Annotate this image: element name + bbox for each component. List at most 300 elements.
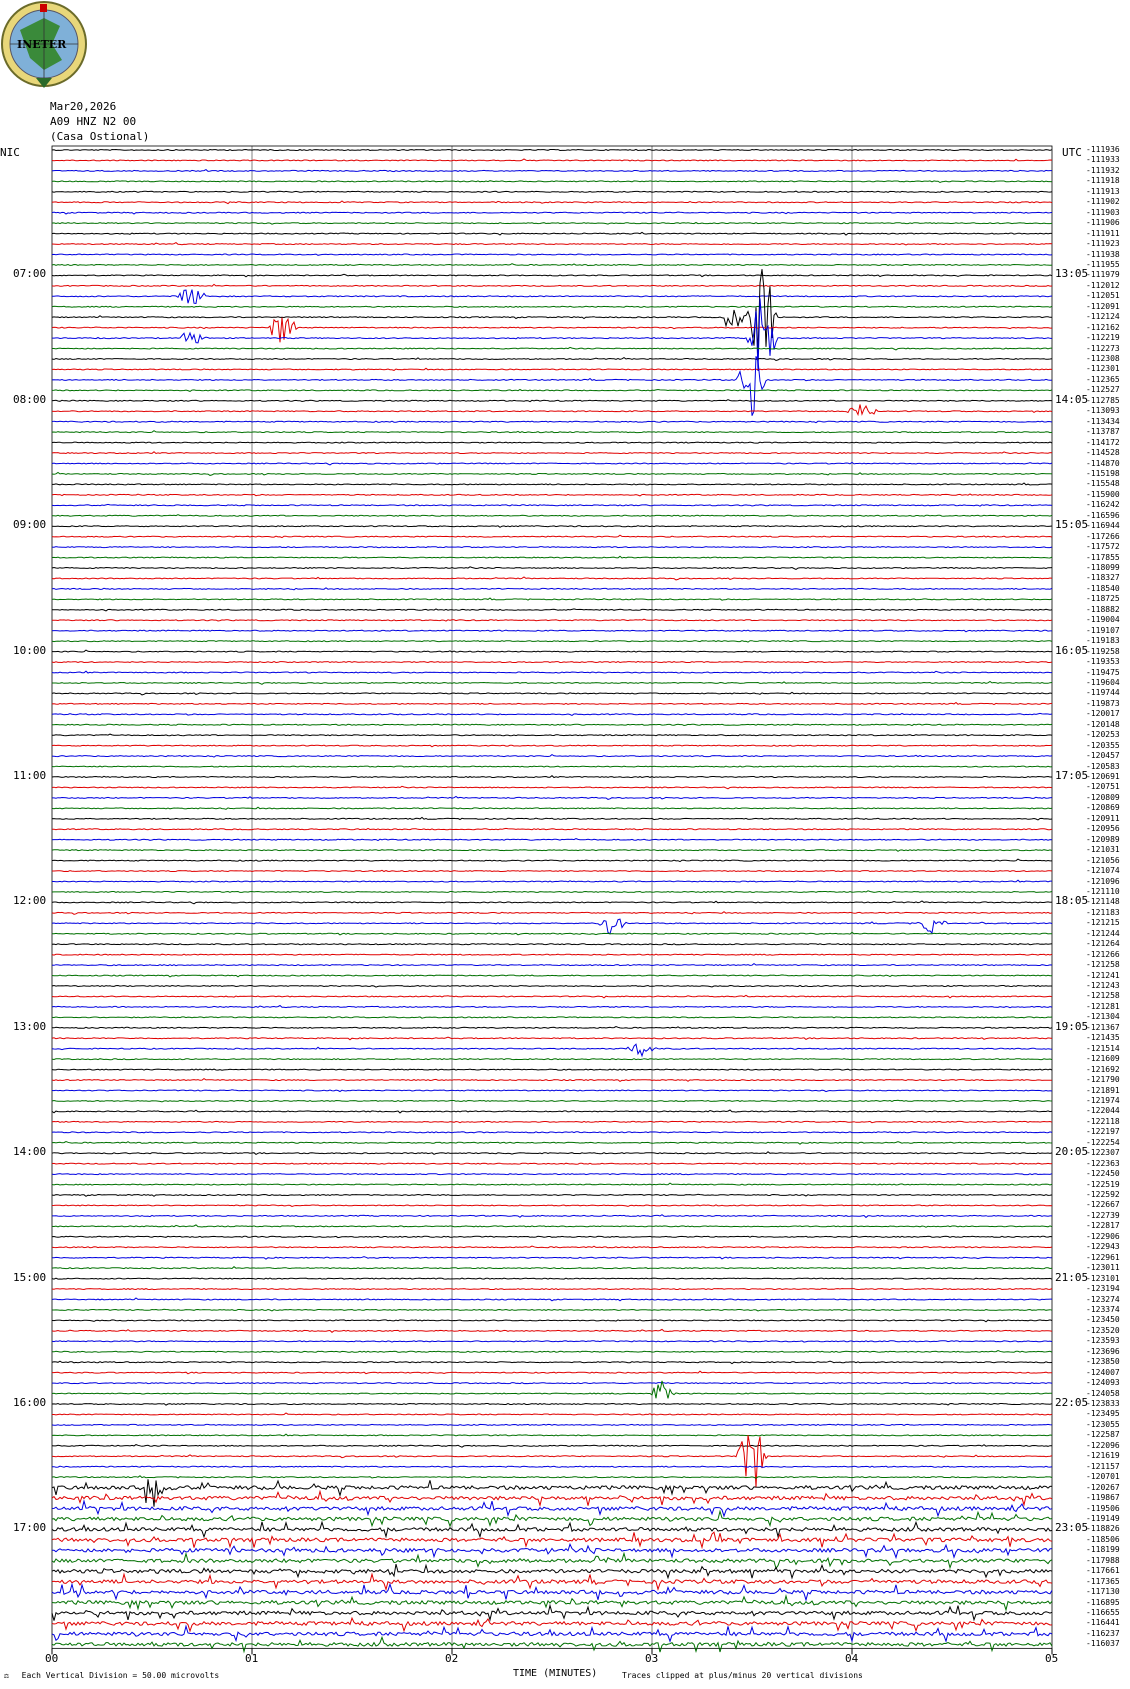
scale-icon: ⚖ [4, 1671, 9, 1680]
left-hour-label: 15:00 [13, 1270, 47, 1284]
trace-offset-label: -121215 [1086, 918, 1120, 928]
trace-offset-label: -111906 [1086, 218, 1120, 228]
trace-line [52, 1476, 1052, 1478]
right-hour-label: 23:05 [1055, 1521, 1089, 1535]
trace-offset-label: -111902 [1086, 197, 1120, 207]
trace-line [52, 839, 1052, 841]
trace-offset-label: -121891 [1086, 1085, 1120, 1095]
left-hour-label: 17:00 [13, 1521, 47, 1535]
trace-line [52, 306, 1052, 307]
trace-line [52, 912, 1052, 915]
trace-line [52, 1215, 1052, 1218]
trace-line [52, 713, 1052, 715]
trace-line [52, 1553, 1052, 1568]
trace-offset-label: -121148 [1086, 897, 1120, 907]
trace-offset-label: -111911 [1086, 228, 1120, 238]
trace-line [52, 1371, 1052, 1374]
footer-scale-text: Each Vertical Division = 50.00 microvolts [21, 1671, 220, 1680]
trace-line [52, 254, 1052, 255]
x-tick-label: 01 [245, 1652, 259, 1665]
trace-line [52, 745, 1052, 747]
x-tick-label: 00 [45, 1652, 59, 1665]
trace-line [52, 1289, 1052, 1290]
trace-offset-label: -113787 [1086, 427, 1120, 437]
trace-offset-label: -122817 [1086, 1221, 1120, 1231]
footer-clip-note: Traces clipped at plus/minus 20 vertical divisions [622, 1671, 863, 1680]
trace-line [52, 1626, 1052, 1641]
trace-line [52, 1341, 1052, 1342]
trace-line [52, 766, 1052, 767]
trace-line [52, 682, 1052, 685]
trace-line [52, 954, 1052, 955]
right-hour-label: 21:05 [1055, 1270, 1089, 1284]
trace-line [52, 1329, 1052, 1332]
trace-offset-label: -121241 [1086, 970, 1120, 980]
trace-line [52, 755, 1052, 758]
trace-line [52, 641, 1052, 642]
trace-offset-label: -117266 [1086, 531, 1120, 541]
trace-line [52, 452, 1052, 454]
trace-offset-label: -123274 [1086, 1294, 1120, 1304]
left-hour-label: 14:00 [13, 1145, 47, 1159]
trace-offset-label: -113093 [1086, 406, 1120, 416]
trace-offset-label: -111903 [1086, 207, 1120, 217]
trace-offset-label: -113434 [1086, 416, 1120, 426]
trace-offset-label: -120691 [1086, 772, 1120, 781]
trace-line [52, 901, 1052, 904]
right-hour-label: 19:05 [1055, 1019, 1089, 1033]
trace-line [52, 1618, 1052, 1631]
trace-offset-label: -112124 [1086, 312, 1120, 322]
trace-line [52, 1584, 1052, 1600]
trace-line [52, 504, 1052, 506]
trace-offset-label: -124093 [1086, 1378, 1120, 1388]
trace-line [52, 356, 1052, 415]
trace-offset-label: -119604 [1086, 677, 1120, 687]
trace-offset-label: -112051 [1086, 291, 1120, 301]
trace-offset-label: -112273 [1086, 343, 1120, 353]
trace-line [52, 703, 1052, 705]
trace-offset-label: -120253 [1086, 730, 1120, 740]
trace-offset-label: -119004 [1086, 615, 1120, 625]
trace-line [52, 284, 1052, 286]
trace-line [52, 473, 1052, 476]
left-hour-label: 10:00 [13, 643, 47, 657]
trace-line [52, 1027, 1052, 1029]
x-tick-label: 02 [445, 1652, 459, 1665]
trace-offset-label: -121056 [1086, 855, 1120, 865]
right-hour-label: 15:05 [1055, 518, 1089, 532]
trace-offset-label: -112012 [1086, 280, 1120, 290]
trace-line [52, 1236, 1052, 1237]
trace-line [52, 1278, 1052, 1279]
trace-offset-label: -119744 [1086, 688, 1120, 698]
trace-offset-label: -120017 [1086, 709, 1120, 719]
trace-offset-label: -121244 [1086, 928, 1120, 938]
trace-offset-label: -122587 [1086, 1430, 1120, 1440]
x-axis-label: TIME (MINUTES) [513, 1668, 598, 1679]
trace-offset-label: -121074 [1086, 866, 1120, 876]
trace-offset-label: -121692 [1086, 1064, 1120, 1074]
trace-line [52, 212, 1052, 214]
trace-offset-label: -121304 [1086, 1012, 1120, 1022]
trace-offset-label: -111923 [1086, 239, 1120, 249]
trace-line [52, 400, 1052, 402]
trace-offset-label: -111932 [1086, 165, 1120, 175]
trace-line [52, 786, 1052, 789]
trace-offset-label: -111955 [1086, 259, 1120, 269]
right-hour-label: 14:05 [1055, 392, 1089, 406]
trace-line [52, 1637, 1052, 1652]
trace-line [52, 347, 1052, 350]
trace-line [52, 1110, 1052, 1113]
station-label: (Casa Ostional) [50, 130, 150, 143]
trace-offset-label: -121281 [1086, 1001, 1120, 1011]
trace-offset-label: -119475 [1086, 667, 1120, 677]
trace-line [52, 243, 1052, 245]
trace-offset-label: -120751 [1086, 782, 1120, 792]
trace-offset-label: -122254 [1086, 1137, 1120, 1147]
trace-line [52, 567, 1052, 570]
trace-line [52, 1267, 1052, 1269]
trace-offset-label: -119873 [1086, 698, 1120, 708]
trace-offset-label: -119506 [1086, 1503, 1120, 1513]
trace-offset-label: -121110 [1086, 886, 1120, 896]
trace-offset-label: -118099 [1086, 563, 1120, 572]
left-timezone-label: NIC [0, 146, 20, 159]
trace-offset-label: -115548 [1086, 479, 1120, 489]
trace-offset-label: -118725 [1086, 594, 1120, 604]
trace-offset-label: -123696 [1086, 1346, 1120, 1356]
right-hour-label: 16:05 [1055, 643, 1089, 657]
trace-line [52, 274, 1052, 277]
trace-line [52, 807, 1052, 809]
trace-line [52, 431, 1052, 433]
trace-offset-label: -122197 [1086, 1127, 1120, 1137]
trace-offset-label: -120911 [1086, 813, 1120, 823]
trace-line [52, 609, 1052, 611]
trace-line [52, 1492, 1052, 1506]
trace-offset-label: -112301 [1086, 364, 1120, 374]
trace-line [52, 630, 1052, 632]
trace-line [52, 692, 1052, 695]
trace-offset-label: -118199 [1086, 1545, 1120, 1555]
trace-offset-label: -114870 [1086, 458, 1120, 468]
logo-text: INETER [17, 38, 67, 51]
trace-line [52, 149, 1052, 150]
trace-line [52, 191, 1052, 192]
trace-line [52, 405, 1052, 415]
trace-line [52, 1017, 1052, 1018]
trace-line [52, 619, 1052, 621]
trace-offset-label: -122739 [1086, 1210, 1120, 1220]
trace-offset-label: -120148 [1086, 719, 1120, 729]
trace-offset-label: -111918 [1086, 176, 1120, 186]
trace-offset-label: -122906 [1086, 1231, 1120, 1241]
trace-offset-label: -112091 [1086, 301, 1120, 311]
x-tick-label: 03 [645, 1652, 659, 1665]
trace-offset-label: -114528 [1086, 448, 1120, 458]
trace-offset-label: -122592 [1086, 1190, 1120, 1199]
trace-line [52, 390, 1052, 392]
trace-line [52, 577, 1052, 580]
trace-offset-label: -121096 [1086, 876, 1120, 886]
right-hour-label: 20:05 [1055, 1145, 1089, 1159]
trace-line [52, 1404, 1052, 1406]
channel-label: A09 HNZ N2 00 [50, 115, 137, 128]
trace-line [52, 547, 1052, 548]
trace-line [52, 1205, 1052, 1207]
left-hour-label: 13:00 [13, 1019, 47, 1033]
trace-offset-label: -111938 [1086, 249, 1120, 259]
trace-offset-label: -119183 [1086, 636, 1120, 646]
trace-line [52, 650, 1052, 652]
trace-line [52, 1435, 1052, 1487]
trace-line [52, 1466, 1052, 1467]
trace-offset-label: -120989 [1086, 834, 1120, 844]
trace-offset-label: -122519 [1086, 1179, 1120, 1189]
trace-line [52, 776, 1052, 778]
trace-offset-label: -115900 [1086, 489, 1120, 499]
trace-offset-label: -121258 [1086, 991, 1120, 1001]
right-hour-label: 22:05 [1055, 1396, 1089, 1409]
trace-line [52, 598, 1052, 600]
trace-line [52, 797, 1052, 800]
trace-offset-label: -120956 [1086, 824, 1120, 834]
trace-offset-label: -112308 [1086, 354, 1120, 363]
trace-offset-label: -117661 [1086, 1566, 1120, 1576]
trace-offset-label: -120267 [1086, 1482, 1120, 1492]
trace-offset-label: -121266 [1086, 949, 1120, 959]
trace-line [52, 1142, 1052, 1145]
trace-offset-label: -120701 [1086, 1472, 1120, 1482]
trace-line [52, 1320, 1052, 1322]
trace-line [52, 269, 1052, 353]
trace-line [52, 964, 1052, 966]
left-hour-label: 11:00 [13, 769, 47, 782]
trace-line [52, 828, 1052, 829]
trace-line [52, 1564, 1052, 1578]
trace-offset-label: -123833 [1086, 1399, 1120, 1408]
trace-line [52, 985, 1052, 987]
trace-offset-label: -118540 [1086, 583, 1120, 593]
trace-line [52, 880, 1052, 882]
trace-line [52, 1351, 1052, 1353]
trace-offset-label: -123194 [1086, 1284, 1120, 1294]
trace-line [52, 975, 1052, 977]
trace-line [52, 159, 1052, 161]
trace-line [52, 859, 1052, 862]
trace-offset-label: -123011 [1086, 1263, 1120, 1273]
trace-offset-label: -123101 [1086, 1273, 1120, 1283]
trace-offset-label: -120809 [1086, 792, 1120, 802]
trace-offset-label: -123593 [1086, 1336, 1120, 1346]
trace-line [52, 515, 1052, 517]
trace-line [52, 817, 1052, 820]
trace-line [52, 1574, 1052, 1589]
right-hour-label: 17:05 [1055, 769, 1089, 782]
trace-offset-label: -119107 [1086, 625, 1120, 635]
trace-offset-label: -123450 [1086, 1315, 1120, 1325]
trace-offset-label: -122667 [1086, 1200, 1120, 1210]
trace-offset-label: -112219 [1086, 333, 1120, 343]
trace-line [52, 1532, 1052, 1547]
trace-offset-label: -117365 [1086, 1576, 1120, 1586]
trace-line [52, 1152, 1052, 1155]
trace-line [52, 1044, 1052, 1056]
trace-offset-label: -123520 [1086, 1325, 1120, 1335]
trace-line [52, 264, 1052, 266]
trace-offset-label: -118327 [1086, 573, 1120, 583]
trace-offset-label: -122961 [1086, 1252, 1120, 1262]
trace-line [52, 462, 1052, 465]
trace-offset-label: -114172 [1086, 437, 1120, 447]
trace-line [52, 290, 1052, 304]
trace-offset-label: -116655 [1086, 1608, 1120, 1617]
trace-offset-label: -120583 [1086, 761, 1120, 771]
trace-line [52, 556, 1052, 558]
trace-line [52, 932, 1052, 935]
trace-offset-label: -115198 [1086, 468, 1120, 478]
trace-line [52, 734, 1052, 736]
trace-line [52, 1174, 1052, 1175]
trace-line [52, 1309, 1052, 1311]
trace-line [52, 1445, 1052, 1448]
plot-frame [52, 146, 1052, 1648]
trace-line [52, 358, 1052, 361]
trace-offset-label: -116441 [1086, 1618, 1120, 1628]
trace-line [52, 1090, 1052, 1092]
trace-line [52, 535, 1052, 537]
trace-offset-label: -122118 [1086, 1116, 1120, 1126]
trace-offset-label: -121367 [1086, 1022, 1120, 1032]
trace-line [52, 1501, 1052, 1516]
trace-line [52, 1434, 1052, 1436]
trace-offset-label: -111936 [1086, 145, 1120, 154]
x-tick-label: 05 [1045, 1652, 1059, 1665]
trace-offset-label: -121974 [1086, 1095, 1120, 1105]
trace-line [52, 1596, 1052, 1610]
trace-line [52, 1606, 1052, 1621]
trace-line [52, 661, 1052, 662]
trace-offset-label: -119353 [1086, 657, 1120, 667]
trace-offset-label: -121435 [1086, 1033, 1120, 1043]
trace-offset-label: -121243 [1086, 981, 1120, 990]
trace-offset-label: -111979 [1086, 270, 1120, 280]
trace-line [52, 1079, 1052, 1082]
trace-line [52, 891, 1052, 893]
trace-offset-label: -120869 [1086, 803, 1120, 813]
trace-offset-label: -123055 [1086, 1419, 1120, 1429]
trace-line [52, 1037, 1052, 1040]
trace-line [52, 232, 1052, 235]
trace-line [52, 368, 1052, 370]
trace-offset-label: -112785 [1086, 395, 1120, 405]
trace-line [52, 1298, 1052, 1301]
trace-line [52, 1246, 1052, 1248]
trace-offset-label: -122943 [1086, 1242, 1120, 1252]
trace-offset-label: -112527 [1086, 385, 1120, 395]
trace-line [52, 483, 1052, 485]
trace-offset-label: -117572 [1086, 542, 1120, 552]
trace-offset-label: -123495 [1086, 1409, 1120, 1419]
trace-offset-label: -123850 [1086, 1357, 1120, 1367]
trace-line [52, 1163, 1052, 1164]
trace-line [52, 1194, 1052, 1196]
trace-line [52, 1183, 1052, 1185]
date-label: Mar20,2026 [50, 100, 117, 113]
trace-offset-label: -121619 [1086, 1451, 1120, 1461]
trace-offset-label: -122096 [1086, 1440, 1120, 1450]
trace-offset-label: -124058 [1086, 1388, 1120, 1398]
trace-line [52, 1132, 1052, 1133]
trace-line [52, 1413, 1052, 1415]
trace-line [52, 181, 1052, 183]
left-hour-label: 12:00 [13, 894, 47, 908]
trace-offset-label: -122044 [1086, 1106, 1120, 1116]
trace-offset-label: -112162 [1086, 322, 1120, 332]
left-hour-label: 09:00 [13, 518, 47, 532]
trace-offset-label: -117855 [1086, 552, 1120, 562]
trace-offset-label: -121183 [1086, 907, 1120, 917]
trace-line [52, 1424, 1052, 1425]
trace-offset-label: -116237 [1086, 1628, 1120, 1638]
trace-line [52, 870, 1052, 871]
trace-line [52, 1361, 1052, 1364]
trace-line [52, 1383, 1052, 1384]
trace-line [52, 526, 1052, 528]
trace-line [52, 1257, 1052, 1260]
trace-line [52, 298, 1052, 371]
trace-offset-label: -116895 [1086, 1597, 1120, 1607]
trace-offset-label: -116596 [1086, 510, 1120, 520]
trace-line [52, 919, 1052, 934]
trace-offset-label: -112365 [1086, 374, 1120, 384]
x-tick-label: 04 [845, 1652, 859, 1665]
trace-offset-label: -116242 [1086, 500, 1120, 510]
trace-line [52, 1522, 1052, 1537]
trace-offset-label: -116037 [1086, 1639, 1120, 1649]
footer-scale-note [4, 1671, 219, 1680]
trace-line [52, 494, 1052, 496]
trace-offset-label: -117130 [1086, 1587, 1120, 1597]
trace-offset-label: -122307 [1086, 1148, 1120, 1158]
trace-offset-label: -122450 [1086, 1169, 1120, 1179]
trace-line [52, 995, 1052, 998]
left-hour-label: 08:00 [13, 392, 47, 406]
trace-line [52, 724, 1052, 725]
right-hour-label: 13:05 [1055, 267, 1089, 281]
right-timezone-label: UTC [1062, 146, 1082, 159]
trace-offset-label: -119867 [1086, 1493, 1120, 1503]
trace-line [52, 421, 1052, 423]
left-hour-label: 16:00 [13, 1396, 47, 1409]
right-hour-label: 18:05 [1055, 894, 1089, 908]
trace-line [52, 850, 1052, 852]
trace-offset-label: -111913 [1086, 186, 1120, 196]
trace-line [52, 223, 1052, 225]
trace-offset-label: -121258 [1086, 960, 1120, 970]
trace-line [52, 1479, 1052, 1506]
trace-line [52, 201, 1052, 204]
trace-line [52, 170, 1052, 172]
trace-line [52, 944, 1052, 945]
left-hour-label: 07:00 [13, 267, 47, 281]
trace-offset-label: -121031 [1086, 845, 1120, 855]
trace-line [52, 671, 1052, 673]
trace-offset-label: -121157 [1086, 1461, 1120, 1471]
trace-offset-label: -124007 [1086, 1367, 1120, 1377]
